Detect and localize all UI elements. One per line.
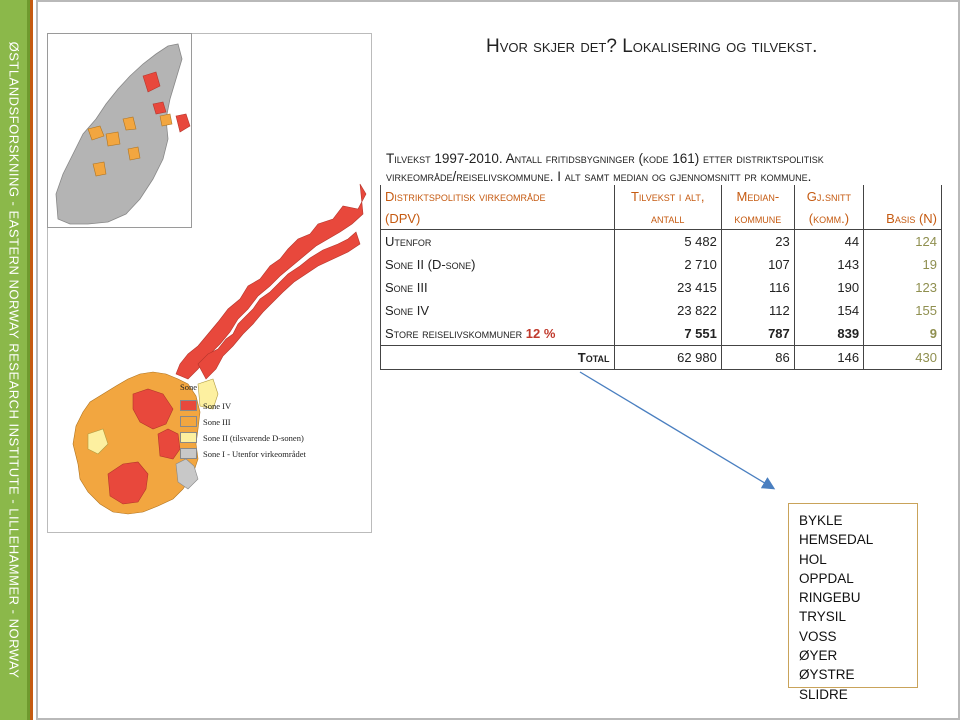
cell-basis: 123 xyxy=(864,276,942,299)
row-label: Sone III xyxy=(381,276,615,299)
row-label: Sone IV xyxy=(381,299,615,322)
legend-swatch xyxy=(180,416,197,427)
slide-title: Hvor skjer det? Lokalisering og tilvekst. xyxy=(486,36,818,57)
inset-map xyxy=(47,33,192,228)
row-label: Utenfor xyxy=(381,230,615,254)
side-band xyxy=(0,0,30,720)
list-item: VOSS xyxy=(799,628,837,644)
cell-median: 787 xyxy=(721,322,794,346)
cell-basis: 155 xyxy=(864,299,942,322)
cell-basis: 124 xyxy=(864,230,942,254)
column-header: Basis (N) xyxy=(864,207,942,230)
cell-total: 7 551 xyxy=(614,322,721,346)
column-header: Median- xyxy=(721,185,794,207)
table-caption: Tilvekst 1997-2010. Antall fritidsbygninger (kode 161) etter distriktspolitisk virkeområde/reiselivskommune. I alt samt median og gjennomsnitt pr kommune. xyxy=(386,151,824,184)
column-header xyxy=(864,185,942,207)
cell-total: 23 822 xyxy=(614,299,721,322)
list-item: ØYER xyxy=(799,648,838,664)
table-header-row xyxy=(381,207,942,230)
list-item: ØYSTRE SLIDRE xyxy=(799,667,855,702)
row-label: Sone II (D-sone) xyxy=(381,253,615,276)
table-header-row xyxy=(381,185,942,207)
cell-median: 107 xyxy=(721,253,794,276)
cell-median: 116 xyxy=(721,276,794,299)
legend-label: Sone I - Utenfor virkeområdet xyxy=(203,448,306,459)
column-header: (komm.) xyxy=(794,207,863,230)
cell-median: 23 xyxy=(721,230,794,254)
legend-swatch xyxy=(180,400,197,411)
legend-label: Sone II (tilsvarende D-sonen) xyxy=(203,432,304,443)
table-row xyxy=(381,299,942,322)
column-header: kommune xyxy=(721,207,794,230)
row-label-pct: 12 % xyxy=(525,326,556,341)
column-header: antall xyxy=(614,207,721,230)
cell-total: 5 482 xyxy=(614,230,721,254)
table-total-row xyxy=(381,346,942,370)
side-stripe xyxy=(30,0,33,720)
column-header: Gj.snitt xyxy=(794,185,863,207)
list-item: RINGEBU xyxy=(799,590,861,606)
list-item: HOL xyxy=(799,551,827,567)
legend-item xyxy=(180,398,306,413)
cell-total: 2 710 xyxy=(614,253,721,276)
legend-item xyxy=(180,430,306,445)
cell-mean: 190 xyxy=(794,276,863,299)
list-item: HEMSEDAL xyxy=(799,532,874,548)
cell-mean: 146 xyxy=(794,346,863,370)
growth-table xyxy=(380,185,942,370)
cell-total: 23 415 xyxy=(614,276,721,299)
cell-median: 112 xyxy=(721,299,794,322)
legend-item xyxy=(180,414,306,429)
cell-mean: 154 xyxy=(794,299,863,322)
list-item: OPPDAL xyxy=(799,570,854,586)
table-row xyxy=(381,276,942,299)
cell-total: 62 980 xyxy=(614,346,721,370)
cell-mean: 839 xyxy=(794,322,863,346)
legend-title: Sone xyxy=(180,382,197,392)
cell-median: 86 xyxy=(721,346,794,370)
row-label xyxy=(381,322,615,346)
row-label: Total xyxy=(381,346,615,370)
inset-map-graphic xyxy=(48,34,193,229)
cell-mean: 143 xyxy=(794,253,863,276)
municipality-list xyxy=(788,503,918,702)
institute-name: ØSTLANDSFORSKNING - EASTERN NORWAY RESEARCH INSTITUTE - LILLEHAMMER - NORWAY xyxy=(6,41,21,679)
map-legend xyxy=(180,382,306,462)
column-header: Tilvekst i alt, xyxy=(614,185,721,207)
table-row xyxy=(381,230,942,254)
legend-swatch xyxy=(180,432,197,443)
cell-basis: 9 xyxy=(864,322,942,346)
list-item: TRYSIL xyxy=(799,609,847,625)
cell-mean: 44 xyxy=(794,230,863,254)
legend-swatch xyxy=(180,448,197,459)
column-header: (DPV) xyxy=(381,207,615,230)
legend-item xyxy=(180,446,306,461)
table-row xyxy=(381,322,942,346)
cell-basis: 430 xyxy=(864,346,942,370)
cell-basis: 19 xyxy=(864,253,942,276)
table-row xyxy=(381,253,942,276)
legend-label: Sone III xyxy=(203,416,231,427)
column-header: Distriktspolitisk virkeområde xyxy=(381,185,615,207)
list-item: BYKLE xyxy=(799,513,843,528)
legend-label: Sone IV xyxy=(203,400,232,411)
row-label-text: Store reiselivskommuner xyxy=(385,326,523,341)
